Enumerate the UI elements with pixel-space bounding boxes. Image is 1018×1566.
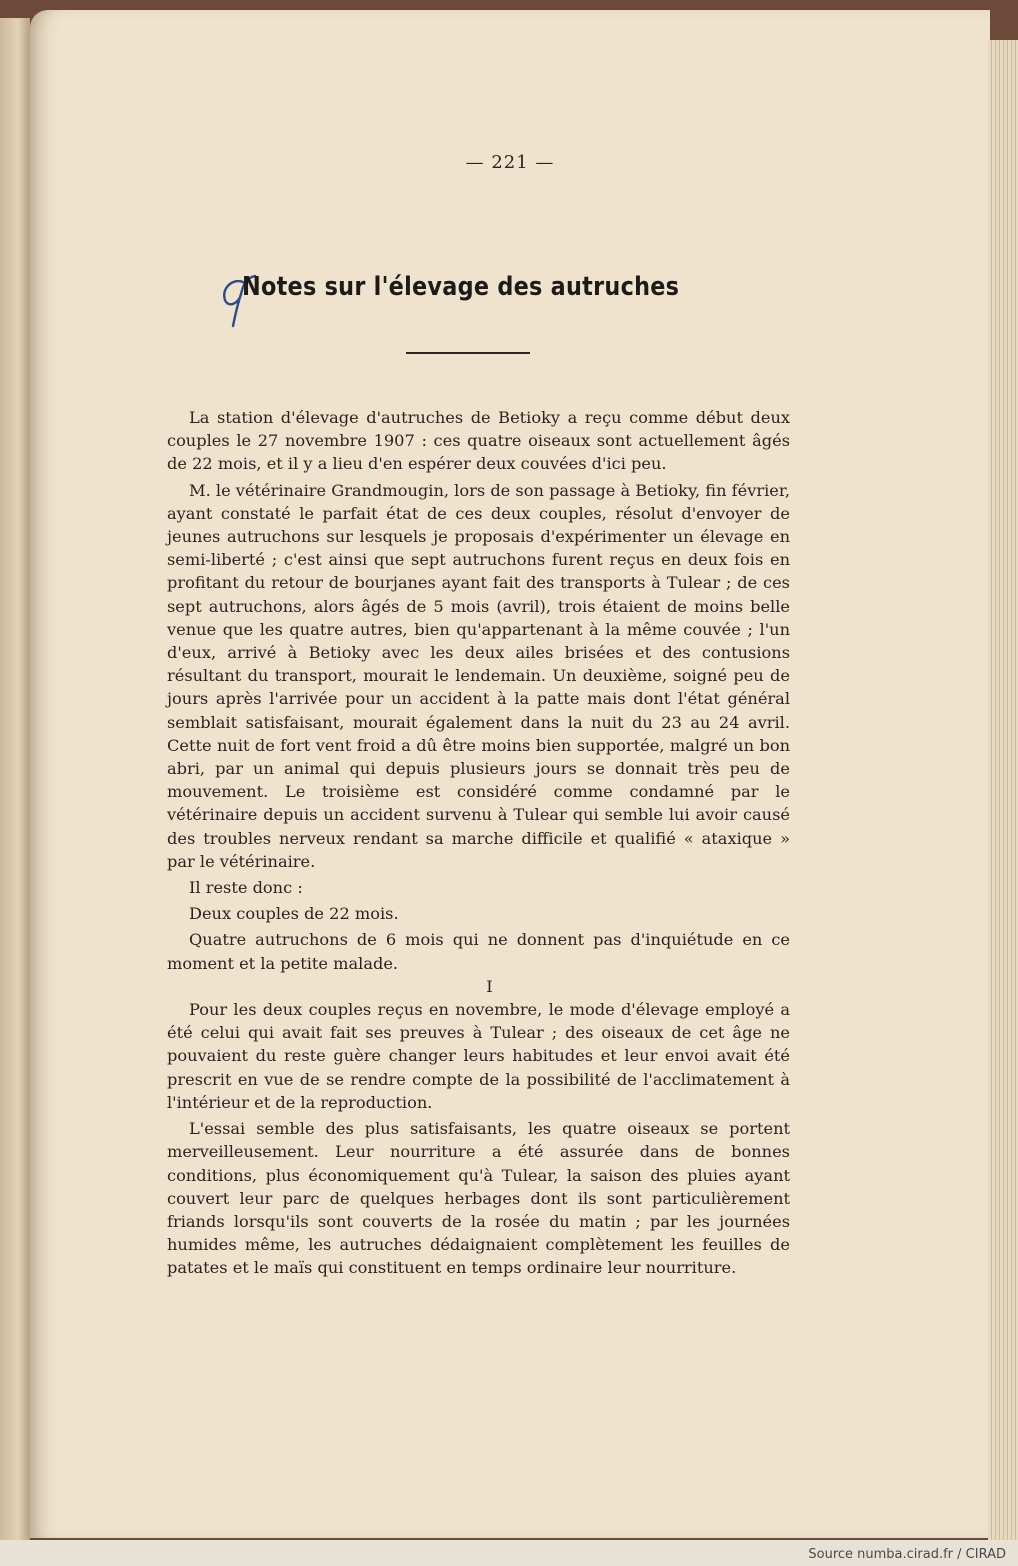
page	[30, 10, 990, 1538]
paragraph: Deux couples de 22 mois.	[189, 904, 399, 924]
source-credit: Source numba.cirad.fr / CIRAD	[808, 1547, 1006, 1562]
paragraph: Pour les deux couples reçus en novembre, le mode d'élevage employé a été celui qui avait fait ses preuves à Tulear ; des oiseaux de cet âge ne pouvaient du reste guère changer leurs habitudes et leur envoi avait été prescrit en vue de se rendre compte de la possibilité de l'acclimatement à l'intérieur et de la reproduction.	[167, 1000, 790, 1112]
paragraph: Il reste donc :	[189, 878, 303, 898]
article-title: Notes sur l'élevage des autruches	[242, 272, 680, 302]
page-stack-edges	[988, 40, 1018, 1540]
paragraph: M. le vétérinaire Grandmougin, lors de son passage à Betioky, fin février, ayant constaté le parfait état de ces deux couples, résolut d'envoyer de jeunes autruchons sur lesquels je proposais d'expérimenter un élevage en semi-liberté ; c'est ainsi que sept autruchons furent reçus en deux fois en profitant du retour de bourjanes ayant fait des transports à Tulear ; de ces sept autruchons, alors âgés de 5 mois (avril), trois étaient de moins belle venue que les quatre autres, bien qu'appartenant à la même couvée ; l'un d'eux, arrivé à Betioky avec les deux ailes brisées et des contusions résultant du transport, mourait le lendemain. Un deuxième, soigné peu de jours après l'arrivée pour un accident à la patte mais dont l'état général semblait satisfaisant, mourait également dans la nuit du 23 au 24 avril. Cette nuit de fort vent froid a dû être moins bien supportée, malgré un bon abri, par un animal qui depuis plusieurs jours se donnait très peu de mouvement. Le troisième est considéré comme condamné par le vétérinaire depuis un accident survenu à Tulear qui semble lui avoir causé des troubles nerveux rendant sa marche difficile et qualifié « ataxique » par le vétérinaire.	[167, 480, 790, 871]
title-divider	[406, 352, 530, 354]
paragraph: La station d'élevage d'autruches de Betioky a reçu comme début deux couples le 27 novembre 1907 : ces quatre oiseaux sont actuellement âgés de 22 mois, et il y a lieu d'en espérer deux couvées d'ici peu.	[167, 408, 790, 474]
paragraph: L'essai semble des plus satisfaisants, les quatre oiseaux se portent merveilleusement. Leur nourriture a été assurée dans de bonnes conditions, plus économiquement qu'à Tulear, la saison des pluies ayant couvert leur parc de quelques herbages dont ils sont particulièrement friands lorsqu'ils sont couverts de la rosée du matin ; par les journées humides même, les autruches dédaignaient complètement les feuilles de patates et le maïs qui constituent en temps ordinaire leur nourriture.	[167, 1119, 790, 1278]
article-body	[167, 406, 790, 1280]
paragraph: Quatre autruchons de 6 mois qui ne donnent pas d'inquiétude en ce moment et la petite malade.	[167, 930, 790, 973]
left-page-edge	[0, 18, 30, 1540]
section-number: I	[486, 976, 493, 996]
page-number: — 221 —	[465, 152, 555, 173]
